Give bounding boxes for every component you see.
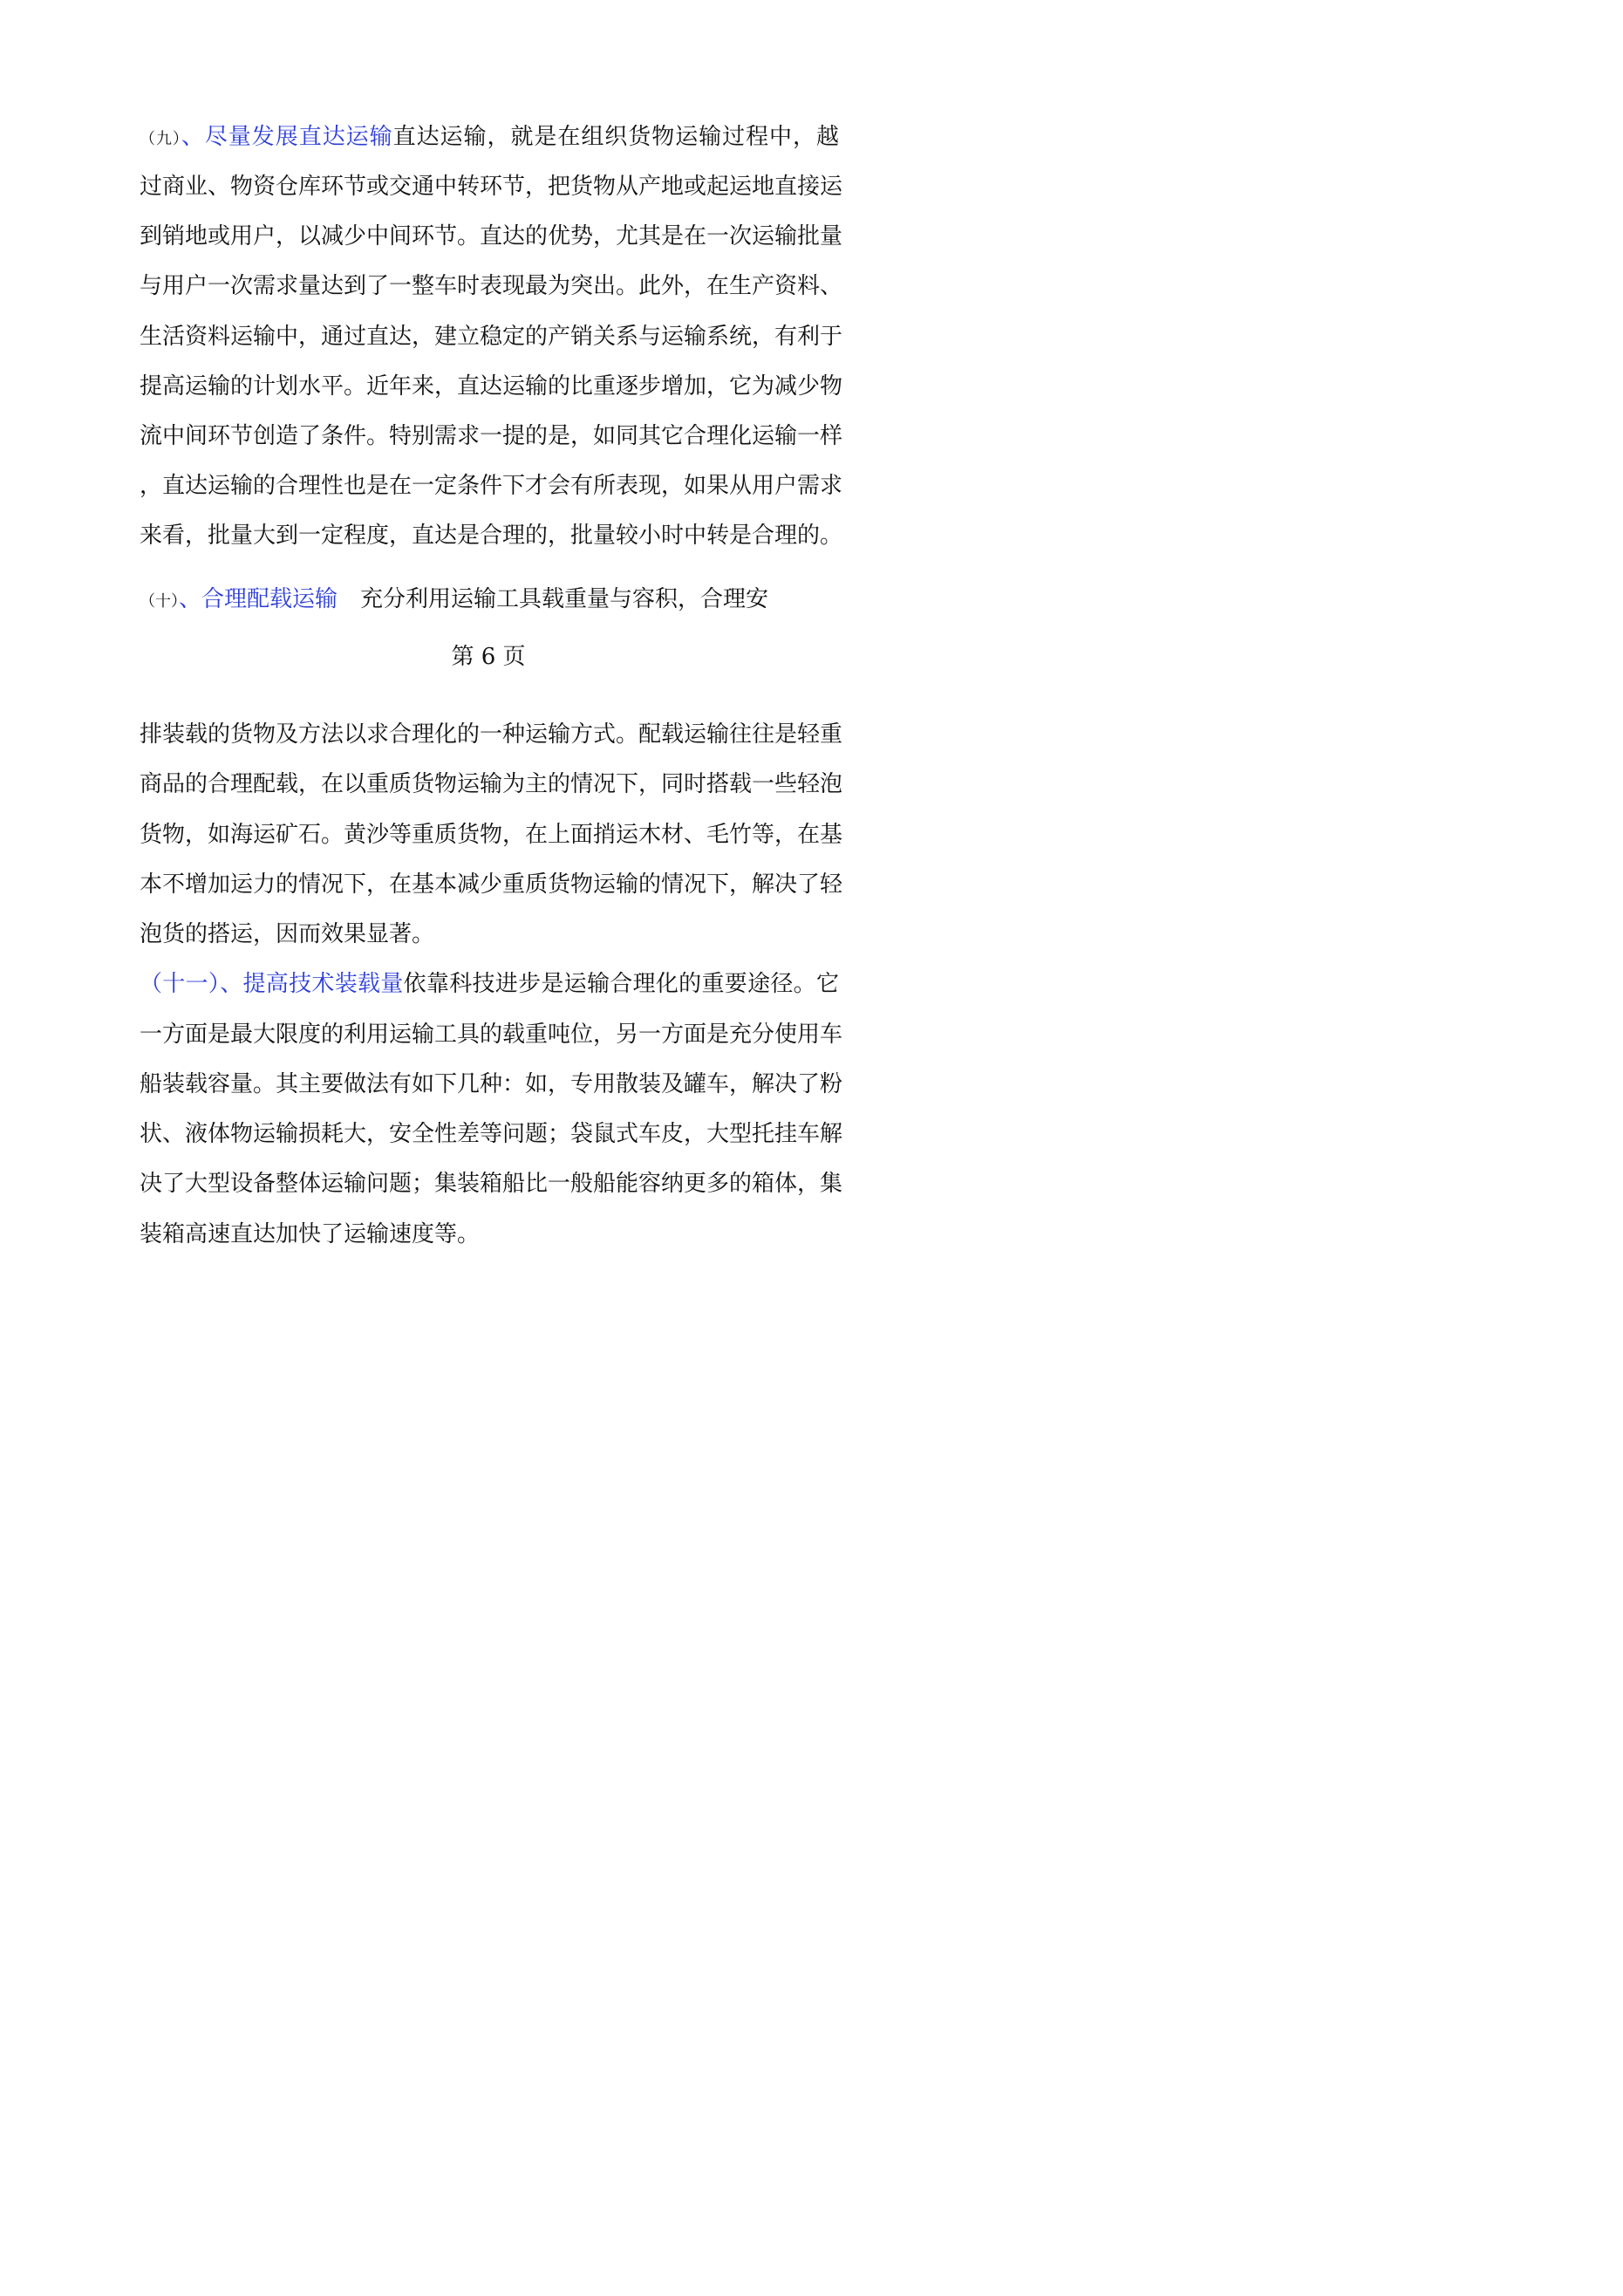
- page-number: 第 6 页: [451, 644, 526, 670]
- section11-line-6: 装箱高速直达加快了运输速度等。: [140, 1221, 481, 1247]
- section11-line-4: 状、液体物运输损耗大，安全性差等问题；袋鼠式车皮，大型托挂车解: [140, 1121, 843, 1147]
- document-page: [0, 0, 977, 1382]
- section9-line-4: 与用户一次需求量达到了一整车时表现最为突出。此外，在生产资料、: [140, 273, 843, 299]
- section9-line-8: ，直达运输的合理性也是在一定条件下才会有所表现，如果从用户需求: [140, 473, 843, 499]
- section11-text: 依靠科技进步是运输合理化的重要途径。它: [403, 971, 839, 997]
- section10-text: 充分利用运输工具载重量与容积，合理安: [360, 586, 769, 612]
- section10-line-2: 排装载的货物及方法以求合理化的一种运输方式。配载运输往往是轻重: [140, 721, 843, 748]
- section10-marker: （十）: [140, 592, 179, 611]
- section9-heading: 、尽量发展直达运输: [181, 124, 393, 150]
- section9-line-2: 过商业、物资仓库环节或交通中转环节，把货物从产地或起运地直接运: [140, 174, 843, 200]
- section10-line-6: 泡货的搭运，因而效果显著。: [140, 921, 435, 947]
- section10-heading: 、合理配载运输: [179, 586, 338, 612]
- section9-line-1: [140, 122, 839, 154]
- section11-heading: （十一）、提高技术装载量: [140, 971, 404, 997]
- section9-line-9: 来看，批量大到一定程度，直达是合理的，批量较小时中转是合理的。: [140, 523, 843, 549]
- section9-line-3: 到销地或用户，以减少中间环节。直达的优势，尤其是在一次运输批量: [140, 223, 843, 249]
- section11-line-5: 决了大型设备整体运输问题；集装箱船比一般船能容纳更多的箱体，集: [140, 1171, 843, 1197]
- section9-line-7: 流中间环节创造了条件。特别需求一提的是，如同其它合理化运输一样: [140, 423, 843, 449]
- section9-line-5: 生活资料运输中，通过直达，建立稳定的产销关系与运输系统，有利于: [140, 324, 843, 350]
- section10-line-3: 商品的合理配载，在以重质货物运输为主的情况下，同时搭载一些轻泡: [140, 771, 843, 797]
- section10-line-4: 货物，如海运矿石。黄沙等重质货物，在上面捎运木材、毛竹等，在基: [140, 822, 843, 848]
- section10-line-1: [140, 584, 839, 617]
- section9-text: 直达运输，就是在组织货物运输过程中，越: [392, 124, 839, 150]
- section9-line-6: 提高运输的计划水平。近年来，直达运输的比重逐步增加，它为减少物: [140, 373, 843, 400]
- section10-line-5: 本不增加运力的情况下，在基本减少重质货物运输的情况下，解决了轻: [140, 871, 843, 898]
- section11-line-3: 船装载容量。其主要做法有如下几种：如，专用散装及罐车，解决了粉: [140, 1071, 843, 1097]
- section11-line-2: 一方面是最大限度的利用运输工具的载重吨位，另一方面是充分使用车: [140, 1022, 843, 1048]
- section11-line-1: [140, 969, 839, 999]
- section9-marker: （九）: [140, 130, 181, 148]
